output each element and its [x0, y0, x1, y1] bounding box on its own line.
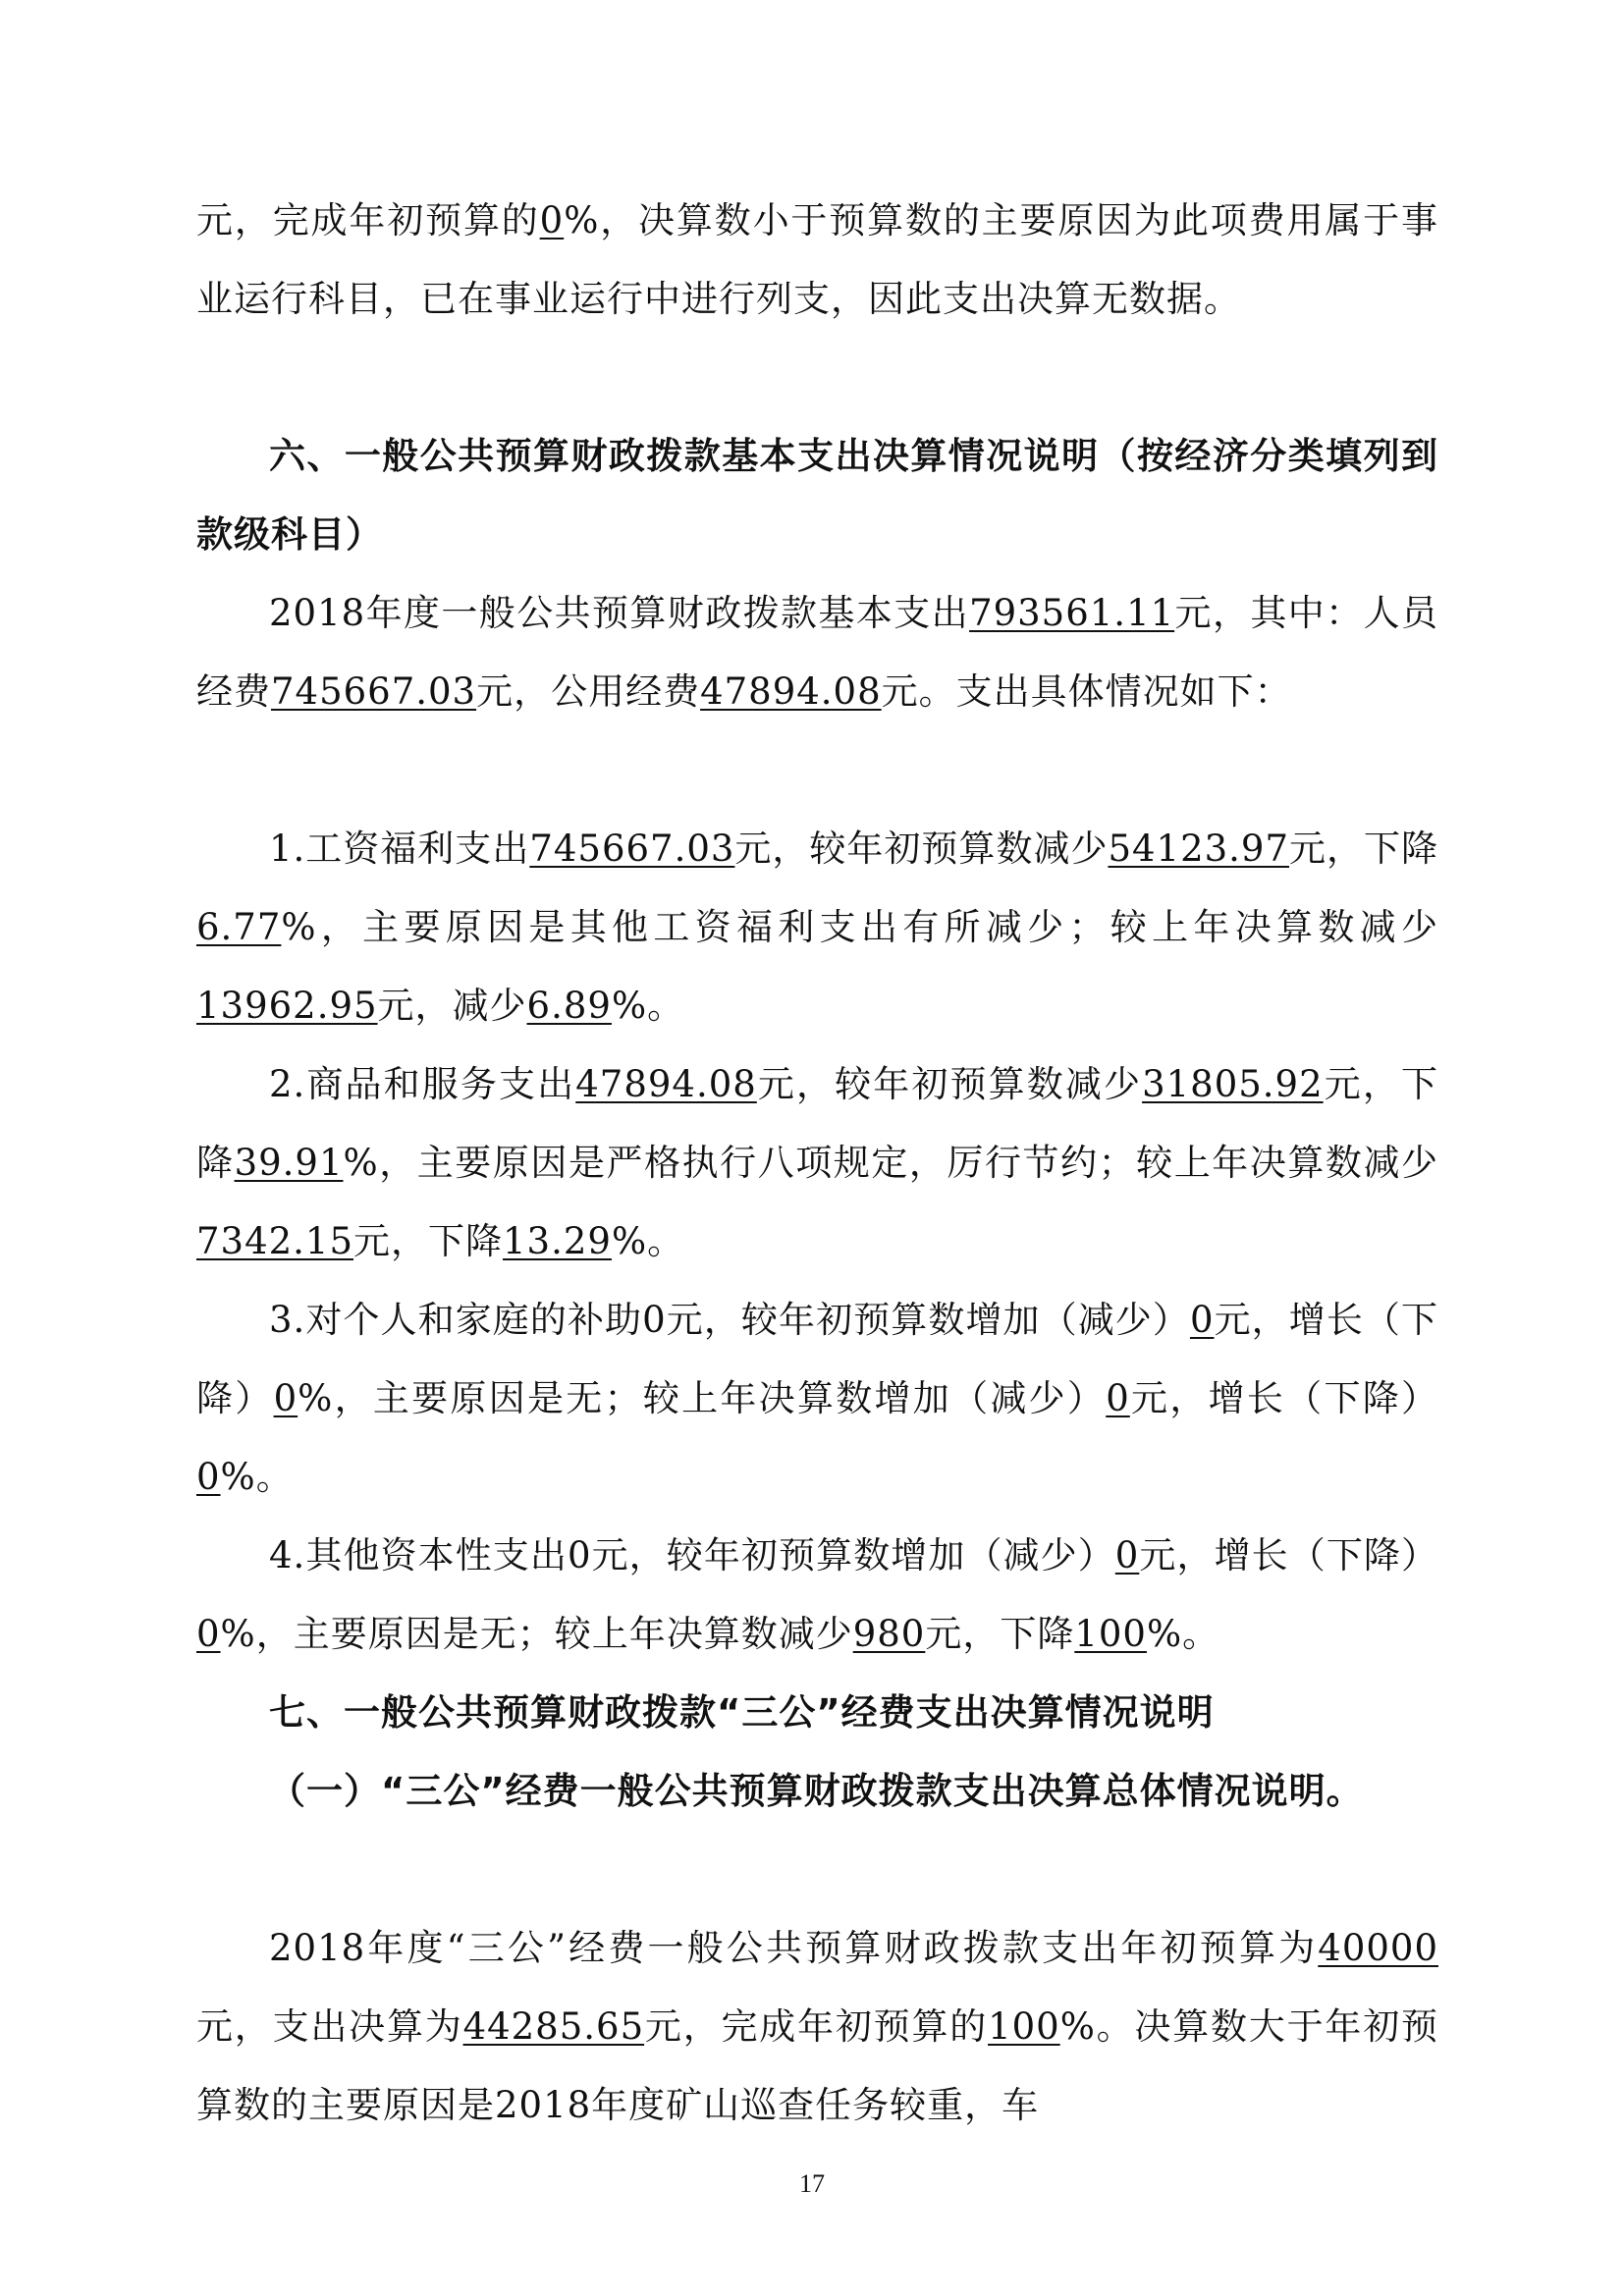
text-segment: 元。支出具体情况如下： [881, 670, 1292, 713]
text-segment: 元，下降 [353, 1220, 504, 1262]
underlined-value: 6.77 [196, 906, 282, 948]
text-segment: %。决算数大于年初预算数的主要原因是2018年度矿山巡查任务较重，车 [196, 2005, 1438, 2126]
text-segment: 元，增长（下降） [196, 1299, 1439, 1419]
underlined-value: 44285.65 [462, 2005, 645, 2048]
text-segment: 元，下降 [196, 1063, 1438, 1184]
text-segment: %，主要原因是其他工资福利支出有所减少；较上年决算数减少 [281, 906, 1438, 948]
text-segment: 1.工资福利支出 [269, 828, 530, 870]
section-heading-7: 七、一般公共预算财政拨款“三公”经费支出决算情况说明 [269, 1691, 1215, 1734]
subsection-heading-7-1: （一）“三公”经费一般公共预算财政拨款支出决算总体情况说明。 [269, 1770, 1364, 1812]
text-segment: %。 [220, 1456, 294, 1498]
underlined-value: 13.29 [503, 1220, 612, 1262]
underlined-value: 100 [1074, 1613, 1147, 1655]
text-segment: %。 [611, 985, 685, 1027]
paragraph-continuation [196, 182, 1438, 339]
underlined-value: 745667.03 [529, 828, 735, 870]
text-segment: 2.商品和服务支出 [269, 1063, 576, 1105]
text-segment: 元，公用经费 [476, 670, 701, 713]
text-segment: 元，完成年初预算的 [644, 2005, 989, 2048]
list-item-3 [196, 1281, 1438, 1517]
underlined-value: 13962.95 [196, 985, 378, 1027]
section-heading-6: 六、一般公共预算财政拨款基本支出决算情况说明（按经济分类填列到款级科目） [196, 435, 1438, 556]
text-segment: %，决算数小于预算数的主要原因为此项费用属于事业运行科目，已在事业运行中进行列支，因此支出决算无数据。 [196, 199, 1439, 320]
underlined-value: 745667.03 [271, 670, 477, 713]
underlined-value: 100 [988, 2005, 1060, 2048]
underlined-value: 47894.08 [700, 670, 882, 713]
underlined-value: 31805.92 [1142, 1063, 1324, 1105]
text-segment: 元，增长（下降） [1139, 1534, 1439, 1576]
text-segment: 元，增长（下降） [1129, 1377, 1439, 1419]
underlined-value: 39.91 [234, 1142, 344, 1184]
text-segment: 3.对个人和家庭的补助0元，较年初预算数增加（减少） [269, 1299, 1190, 1341]
underlined-value: 47894.08 [575, 1063, 757, 1105]
paragraph-basic-expenditure [196, 574, 1438, 731]
text-segment: 元，下降 [1289, 828, 1439, 870]
text-segment: 元，支出决算为 [196, 2005, 463, 2048]
text-segment: %，主要原因是无；较上年决算数减少 [220, 1613, 853, 1655]
underlined-value: 54123.97 [1108, 828, 1289, 870]
list-item-2 [196, 1045, 1438, 1281]
text-segment: %，主要原因是严格执行八项规定，厉行节约；较上年决算数减少 [343, 1142, 1439, 1184]
underlined-value: 0 [196, 1613, 221, 1655]
text-segment: 元，较年初预算数减少 [734, 828, 1109, 870]
page-number: 17 [799, 2169, 825, 2198]
text-segment: 元，其中：人员经费 [196, 592, 1438, 713]
text-segment: %，主要原因是无；较上年决算数增加（减少） [298, 1377, 1107, 1419]
underlined-value: 40000 [1318, 1927, 1438, 1969]
text-segment: %。 [611, 1220, 685, 1262]
list-item-4 [196, 1517, 1438, 1674]
underlined-value: 0 [196, 1456, 221, 1498]
text-segment: 元，下降 [925, 1613, 1075, 1655]
text-segment: 4.其他资本性支出0元，较年初预算数增加（减少） [269, 1534, 1115, 1576]
underlined-value: 0 [1114, 1534, 1140, 1576]
text-segment: 2018年度“三公”经费一般公共预算财政拨款支出年初预算为 [269, 1927, 1319, 1969]
text-segment: 元，减少 [377, 985, 527, 1027]
underlined-value: 0 [1106, 1377, 1130, 1419]
text-segment: 元，完成年初预算的 [196, 199, 540, 241]
list-item-1 [196, 810, 1438, 1045]
underlined-value: 0 [539, 199, 565, 241]
text-segment: %。 [1146, 1613, 1220, 1655]
text-segment: 2018年度一般公共预算财政拨款基本支出 [269, 592, 970, 634]
underlined-value: 6.89 [526, 985, 612, 1027]
underlined-value: 980 [852, 1613, 926, 1655]
underlined-value: 0 [1189, 1299, 1215, 1341]
text-segment: 元，较年初预算数减少 [756, 1063, 1143, 1105]
underlined-value: 7342.15 [196, 1220, 354, 1262]
underlined-value: 0 [273, 1377, 298, 1419]
paragraph-sangong-overview [196, 1909, 1438, 2145]
underlined-value: 793561.11 [969, 592, 1175, 634]
